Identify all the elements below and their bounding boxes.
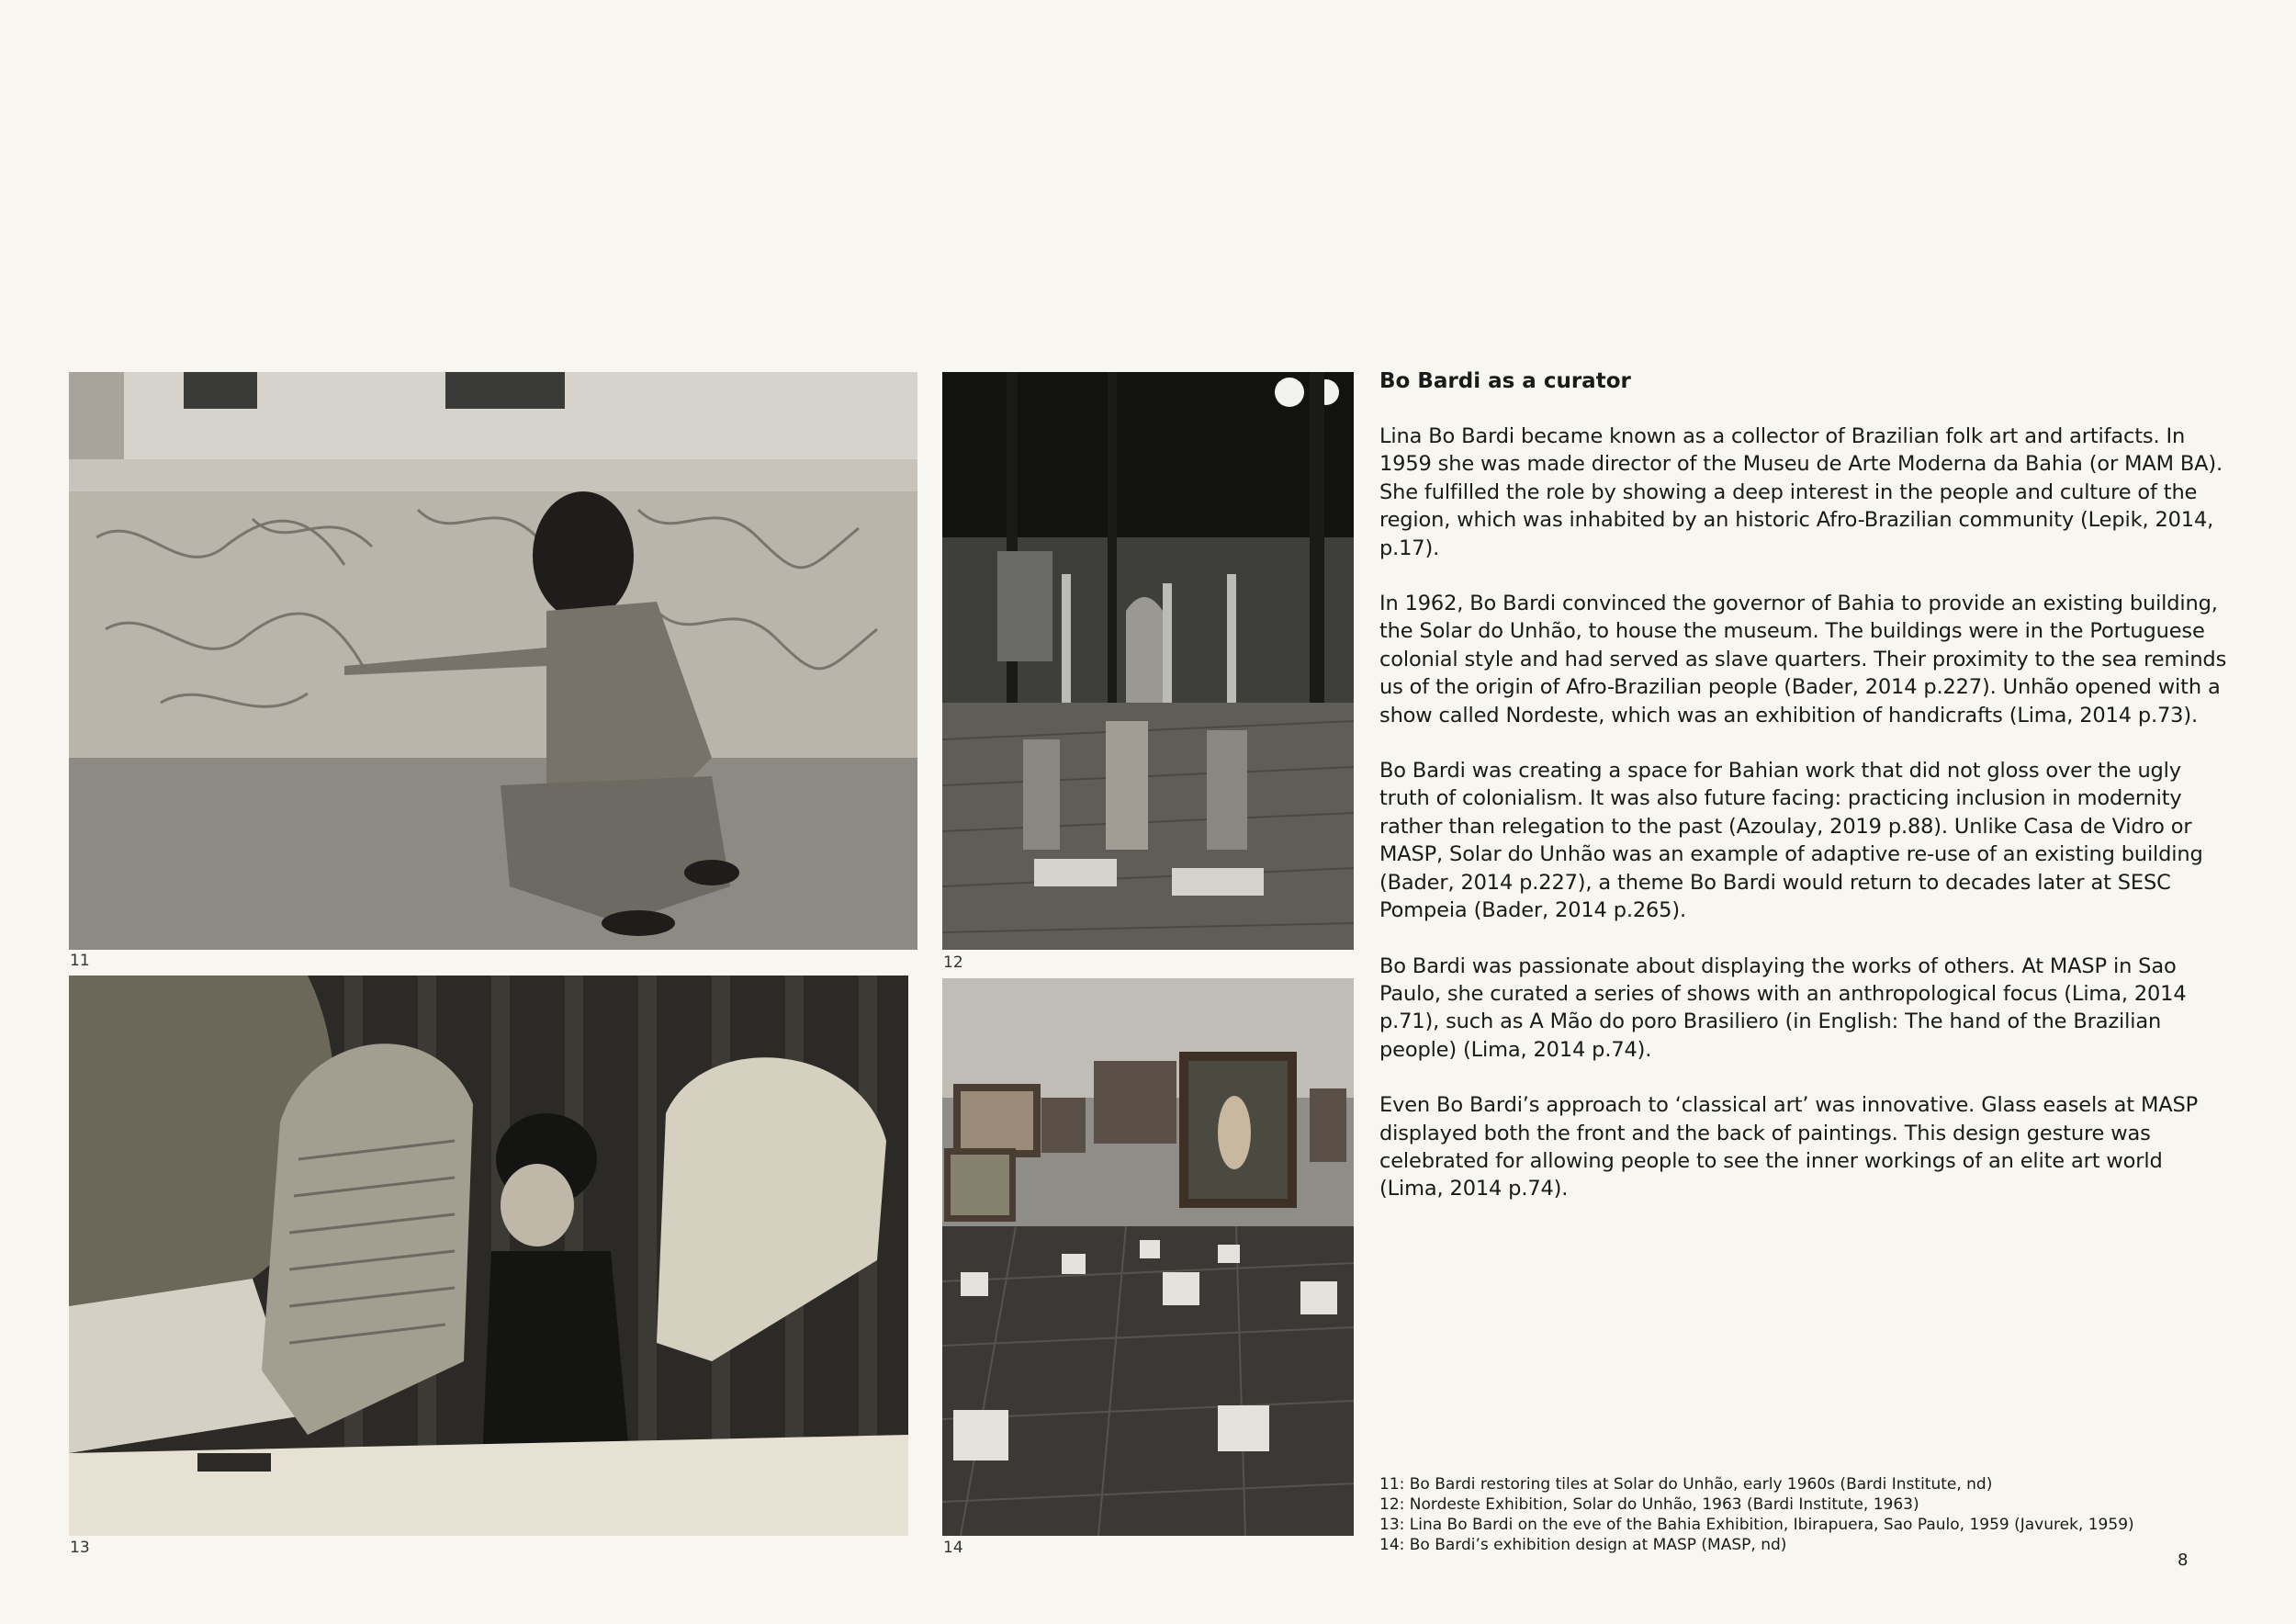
- paragraph-1: Lina Bo Bardi became known as a collector of Brazilian folk art and artifacts. In 1959 she was made director of the Museu de Arte Moderna da Bahia (or MAM BA). She fulfilled the role by showing a deep interest in the people and culture of the region, which was inhabited by an historic Afro-Brazilian community (Lepik, 2014, p.17).: [1379, 424, 2223, 560]
- caption-11: 11: Bo Bardi restoring tiles at Solar do Unhão, early 1960s (Bardi Institute, nd): [1379, 1475, 1993, 1494]
- article-body: [1379, 367, 2229, 1231]
- figure-captions: [1379, 1474, 2206, 1555]
- section-heading: Bo Bardi as a curator: [1379, 369, 1631, 393]
- caption-12: 12: Nordeste Exhibition, Solar do Unhão, 1963 (Bardi Institute, 1963): [1379, 1495, 1919, 1514]
- paragraph-4: Bo Bardi was passionate about displaying the works of others. At MASP in Sao Paulo, she curated a series of shows with an anthropological focus (Lima, 2014 p.71), such as A Mão do poro Brasiliero (in English: The hand of the Brazilian people) (Lima, 2014 p.74).: [1379, 953, 2187, 1062]
- figure-14-photo: [942, 978, 1354, 1536]
- caption-14: 14: Bo Bardi’s exhibition design at MASP (MASP, nd): [1379, 1536, 1787, 1554]
- figure-13-photo: [69, 976, 908, 1536]
- paragraph-2: In 1962, Bo Bardi convinced the governor of Bahia to provide an existing building, the Solar do Unhão, to house the museum. The buildings were in the Portuguese colonial style and had served as slave quarters. Their proximity to the sea reminds us of the origin of Afro-Brazilian people (Bader, 2014 p.227). Unhão opened with a show called Nordeste, which was an exhibition of handicrafts (Lima, 2014 p.73).: [1379, 592, 2227, 727]
- figure-number-13: 13: [70, 1539, 90, 1557]
- paragraph-3: Bo Bardi was creating a space for Bahian work that did not gloss over the ugly truth of colonialism. It was also future facing: practicing inclusion in modernity rather than relegation to the past (Azoulay, 2019 p.88). Unlike Casa de Vidro or MASP, Solar do Unhão was an example of adaptive re-use of an existing building (Bader, 2014 p.227), a theme Bo Bardi would return to decades later at SESC Pompeia (Bader, 2014 p.265).: [1379, 759, 2203, 923]
- caption-13: 13: Lina Bo Bardi on the eve of the Bahia Exhibition, Ibirapuera, Sao Paulo, 1959 (Javurek, 1959): [1379, 1516, 2134, 1534]
- page-number: 8: [2178, 1551, 2189, 1570]
- figure-12-photo: [942, 372, 1354, 950]
- figure-number-14: 14: [943, 1539, 963, 1557]
- figure-11-photo: [69, 372, 917, 950]
- figure-number-12: 12: [943, 953, 963, 972]
- figure-number-11: 11: [70, 952, 90, 970]
- paragraph-5: Even Bo Bardi’s approach to ‘classical art’ was innovative. Glass easels at MASP displayed both the front and the back of paintings. This design gesture was celebrated for allowing people to see the inner workings of an elite art world (Lima, 2014 p.74).: [1379, 1093, 2198, 1201]
